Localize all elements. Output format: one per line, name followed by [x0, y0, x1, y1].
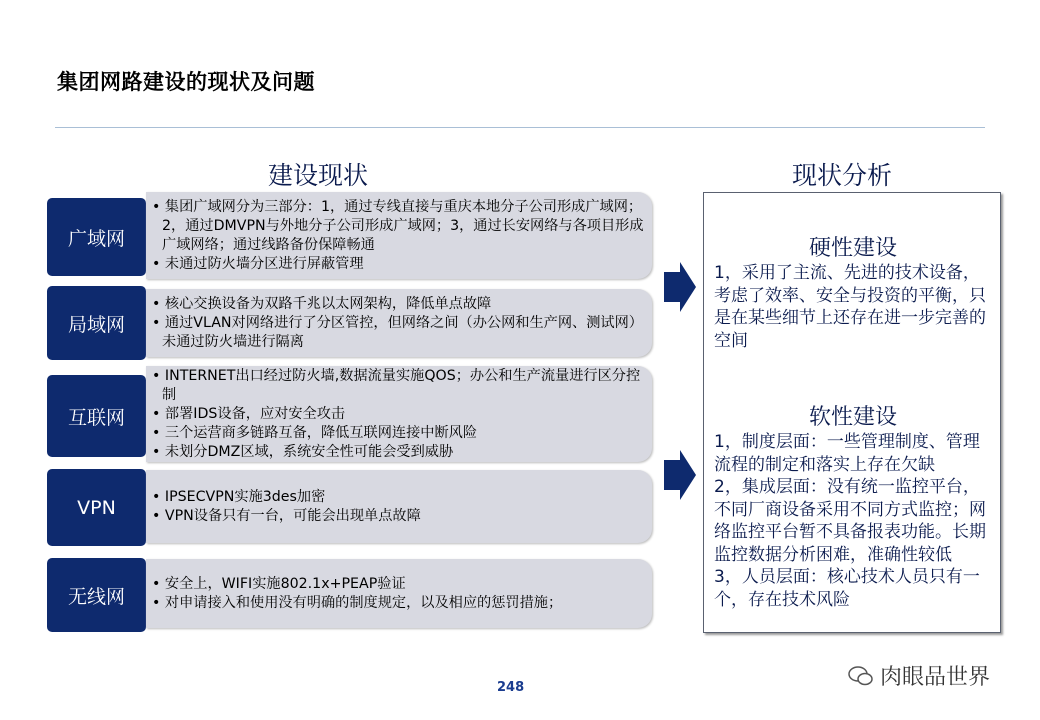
row-content-lan	[146, 289, 652, 357]
analysis-panel	[703, 192, 1001, 633]
bullet: • 未划分DMZ区域，系统安全性可能会受到威胁	[152, 443, 646, 462]
page-number: 248	[497, 680, 525, 695]
bullet: • 部署IDS设备，应对安全攻击	[152, 405, 646, 424]
row-label-lan: 局域网	[47, 286, 146, 360]
bullet: • IPSECVPN实施3des加密	[152, 488, 646, 507]
bullet: • 对申请接入和使用没有明确的制度规定，以及相应的惩罚措施；	[152, 594, 646, 613]
wechat-icon	[848, 665, 874, 687]
soft-item: 3，人员层面：核心技术人员只有一个，存在技术风险	[714, 567, 980, 610]
left-section-heading: 建设现状	[267, 161, 368, 190]
bullet: • 集团广域网分为三部分：1，通过专线直接与重庆本地分子公司形成广域网；2，通过DMVPN与外地分子公司形成广域网；3，通过长安网络与各项目形成广域网络；通过线路备份保障畅通	[152, 198, 646, 255]
soft-construction-heading: 软性建设	[808, 405, 897, 430]
row-content-vpn	[146, 470, 652, 543]
arrow-right-icon	[664, 450, 696, 500]
watermark-text: 肉眼品世界	[880, 665, 991, 690]
row-label-wan: 广域网	[47, 198, 146, 276]
soft-item: 1，制度层面：一些管理制度、管理流程的制定和落实上存在欠缺	[714, 432, 980, 475]
divider	[55, 127, 985, 128]
row-content-internet	[146, 366, 652, 462]
right-section-heading: 现状分析	[791, 161, 892, 190]
row-label-internet: 互联网	[47, 375, 146, 457]
bullet: • VPN设备只有一台，可能会出现单点故障	[152, 507, 646, 526]
row-label-vpn: VPN	[47, 469, 146, 546]
arrow-right-icon	[664, 262, 696, 312]
watermark	[848, 660, 990, 691]
bullet: • 通过VLAN对网络进行了分区管控，但网络之间（办公网和生产网、测试网）未通过防火墙进行隔离	[152, 314, 646, 352]
soft-item: 2，集成层面：没有统一监控平台，不同厂商设备采用不同方式监控；网络监控平台暂不具备报表功能。长期监控数据分析困难，准确性较低	[714, 477, 986, 565]
bullet: • INTERNET出口经过防火墙,数据流量实施QOS；办公和生产流量进行区分控制	[152, 367, 646, 405]
row-content-wan	[146, 192, 652, 279]
bullet: • 安全上，WIFI实施802.1x+PEAP验证	[152, 575, 646, 594]
hard-construction-text: 1，采用了主流、先进的技术设备，考虑了效率、安全与投资的平衡，只是在某些细节上还存在进一步完善的空间	[714, 263, 986, 351]
bullet: • 三个运营商多链路互备，降低互联网连接中断风险	[152, 424, 646, 443]
hard-construction-heading: 硬性建设	[808, 236, 897, 261]
bullet: • 未通过防火墙分区进行屏蔽管理	[152, 255, 646, 274]
bullet: • 核心交换设备为双路千兆以太网架构，降低单点故障	[152, 295, 646, 314]
row-label-wireless: 无线网	[47, 558, 146, 632]
page-title: 集团网路建设的现状及问题	[57, 70, 315, 94]
row-content-wireless	[146, 559, 652, 628]
